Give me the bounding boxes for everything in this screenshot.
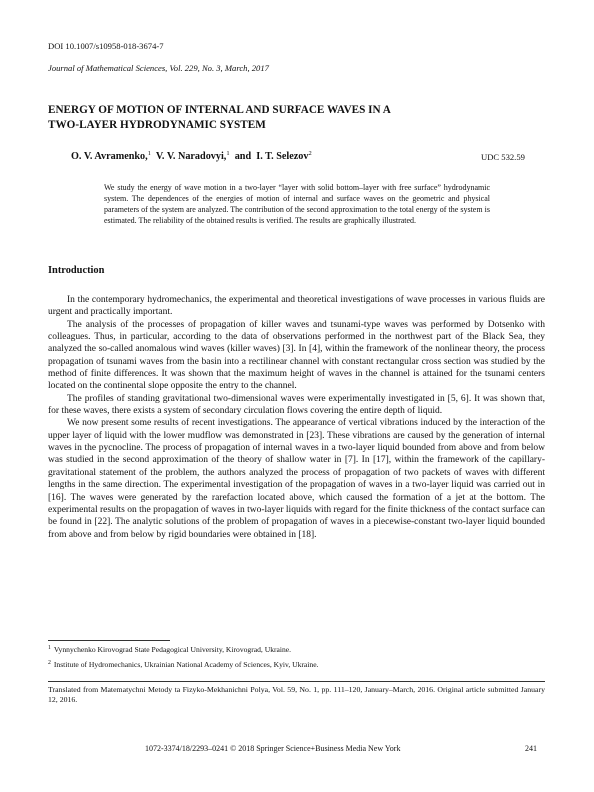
footnote [48, 658, 318, 670]
page-number: 241 [525, 744, 537, 753]
udc-code: UDC 532.59 [481, 152, 525, 162]
doi-line[interactable]: DOI 10.1007/s10958-018-3674-7 [48, 41, 164, 51]
author-name: O. V. Avramenko, [71, 151, 148, 162]
author-conjunction: and [234, 151, 252, 162]
paragraph: The profiles of standing gravitational two-dimensional waves were experimentally investigated in [5, 6]. It was shown that, for these waves, there exists a system of secondary circulation flows covering the entire depth of liquid. [48, 393, 545, 417]
author-name: V. V. Naradovyi, [155, 151, 227, 162]
paragraph: In the contemporary hydromechanics, the experimental and theoretical investigations of wave processes in various fluids are urgent and practically important. [48, 295, 545, 318]
affiliation-mark: 1 [226, 150, 230, 157]
body-text [48, 294, 545, 541]
author-name: I. T. Selezov [256, 151, 309, 162]
footnote-text: Institute of Hydromechanics, Ukrainian National Academy of Sciences, Kyiv, Ukraine. [53, 660, 319, 669]
author-list [71, 150, 312, 162]
footnote-text: Vynnychenko Kirovograd State Pedagogical University, Kirovograd, Ukraine. [53, 645, 292, 654]
paragraph: We now present some results of recent investigations. The appearance of vertical vibrations induced by the interaction of the upper layer of liquid with the lower mudflow was demonstrated in [23]. These vibrations are caused by the generation of internal waves in the pycnocline. The process of propagation of internal waves in a two-layer liquid bounded from above and from below was studied in the second approximation of the theory of shallow water in [7]. In [17], within the framework of the capillary-gravitational statement of the problem, the authors analyzed the process of propagation of two packets of waves with different lengths in the same direction. The experimental investigation of the propagation of waves in a two-layer liquid was carried out in [16]. The waves were generated by the rarefaction located above, which caused the formation of a jet at the bottom. The experimental results on the propagation of waves in two-layer liquids with regard for the finite thickness of the contact surface can be found in [22]. The analytic solutions of the problem of propagation of waves in a piecewise-constant two-layer liquid bounded from above and from below by rigid boundaries were obtained in [18]. [48, 418, 545, 540]
footnote [48, 643, 291, 655]
paragraph: The analysis of the processes of propagation of killer waves and tsunami-type waves was performed by Dotsenko with colleagues. Thus, in particular, according to the data of observations performed in the northwest part of the Black Sea, they analyzed the so-called anomalous wind waves (killer waves) [3]. In [4], within the framework of the nonlinear theory, the process propagation of tsunami waves from the basin into a rectilinear channel with constant rectangular cross section was studied by the method of finite differences. It was shown that the maximum height of waves in the channel is attained for the tsunami centers located on the continental slope opposite the entry to the channel. [48, 319, 545, 392]
affiliation-mark: 1 [147, 150, 151, 157]
paper-title [48, 103, 548, 133]
abstract: We study the energy of wave motion in a two-layer “layer with solid bottom–layer with free surface” hydrodynamic system. The dependences of the energies of motion of internal and surface waves on the geometric and physical parameters of the system are analyzed. The contribution of the second approximation to the total energy of the system is estimated. The reliability of the obtained results is verified. The results are graphically illustrated. [104, 183, 490, 225]
section-heading: Introduction [48, 265, 105, 276]
copyright-line: 1072-3374/18/2293–0241 © 2018 Springer Science+Business Media New York [145, 744, 401, 753]
footnote-divider [48, 640, 170, 641]
journal-citation: Journal of Mathematical Sciences, Vol. 229, No. 3, March, 2017 [48, 63, 269, 73]
affiliation-mark: 2 [308, 150, 312, 157]
footnote-mark: 2 [48, 660, 51, 666]
title-line-2: TWO-LAYER HYDRODYNAMIC SYSTEM [48, 119, 266, 131]
title-line-1: ENERGY OF MOTION OF INTERNAL AND SURFACE WAVES IN A [48, 104, 391, 116]
translation-note: Translated from Matematychni Metody ta Fizyko-Mekhanichni Polya, Vol. 59, No. 1, pp. 111–120, January–March, 2016. Original article submitted January 12, 2016. [48, 685, 545, 705]
footnote-mark: 1 [48, 645, 51, 651]
footer-divider [48, 681, 545, 682]
